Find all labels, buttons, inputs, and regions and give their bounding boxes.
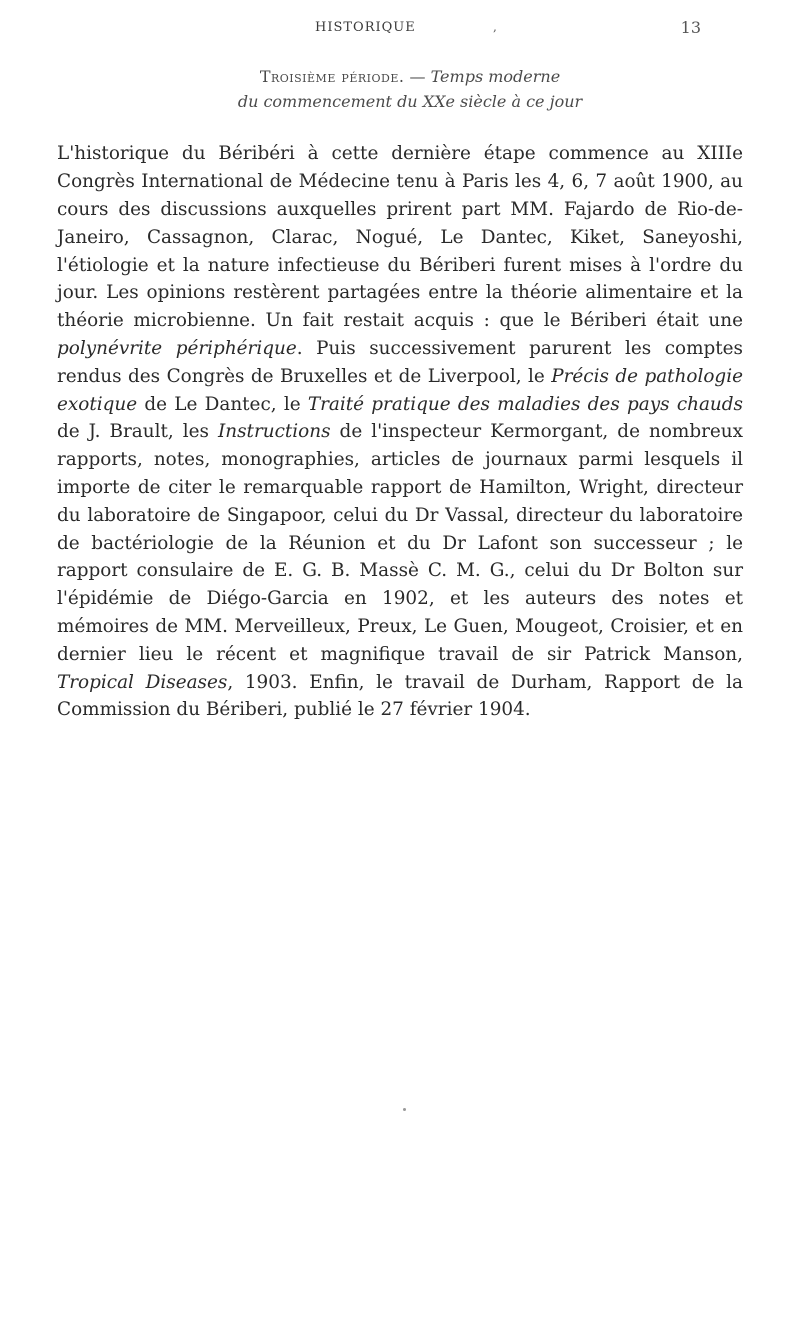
- paper-speck: [403, 1108, 406, 1111]
- section-dash: —: [404, 67, 431, 86]
- text-run: , 1903. Enfin, le travail de Durham, Rapport de la Commission du Bériberi, publié le 27 février 1904.: [57, 671, 744, 721]
- page-number: 13: [680, 18, 701, 37]
- italic-run: Précis de pathologie exotique: [57, 365, 743, 415]
- text-run: de J. Brault, les: [57, 421, 219, 443]
- section-title-line2: du commencement du XXe siècle à ce jour: [237, 92, 583, 111]
- running-mark: ,: [493, 20, 497, 34]
- text-run: . Puis successivement parurent les comptes rendus des Congrès de Bruxelles et de Liverpool, le: [57, 337, 743, 387]
- italic-run: Traité pratique des maladies des pays chauds: [307, 393, 743, 415]
- text-run: de Le Dantec, le: [137, 393, 308, 415]
- italic-run: Instructions: [218, 421, 331, 443]
- text-run: L'historique du Béribéri à cette dernière étape commence au XIIIe Congrès International de Médecine tenu à Paris les 4, 6, 7 août 1900, au cours des discussions auxquelles prirent part MM. Fajardo de Rio-de-Janeiro, Cassagnon, Clarac, Nogué, Le Dantec, Kiket, Saneyoshi, l'étiologie et la nature infectieuse du Bériberi furent mises à l'ordre du jour. Les opinions restèrent partagées entre la théorie alimentaire et la théorie microbienne. Un fait restait acquis : que le Bériberi était une: [57, 143, 743, 332]
- section-heading: [80, 64, 740, 114]
- body-paragraph: [57, 140, 743, 724]
- running-head: [100, 20, 700, 44]
- section-label: Troisième période.: [259, 67, 405, 86]
- section-title-line1: Temps moderne: [430, 67, 561, 86]
- italic-run: polynévrite périphérique: [57, 337, 297, 359]
- italic-run: Tropical Diseases: [57, 671, 228, 693]
- text-run: de l'inspecteur Kermorgant, de nombreux rapports, notes, monographies, articles de journaux parmi lesquels il importe de citer le remarquable rapport de Hamilton, Wright, directeur du laboratoire de Singapoor, celui du Dr Vassal, directeur du laboratoire de bactériologie de la Réunion et du Dr Lafont son successeur ; le rapport consulaire de E. G. B. Massè C. M. G., celui du Dr Bolton sur l'épidémie de Diégo-Garcia en 1902, et les auteurs des notes et mémoires de MM. Merveilleux, Preux, Le Guen, Mougeot, Croisier, et en dernier lieu le récent et magnifique travail de sir Patrick Manson,: [57, 421, 744, 665]
- running-title: HISTORIQUE: [315, 20, 416, 35]
